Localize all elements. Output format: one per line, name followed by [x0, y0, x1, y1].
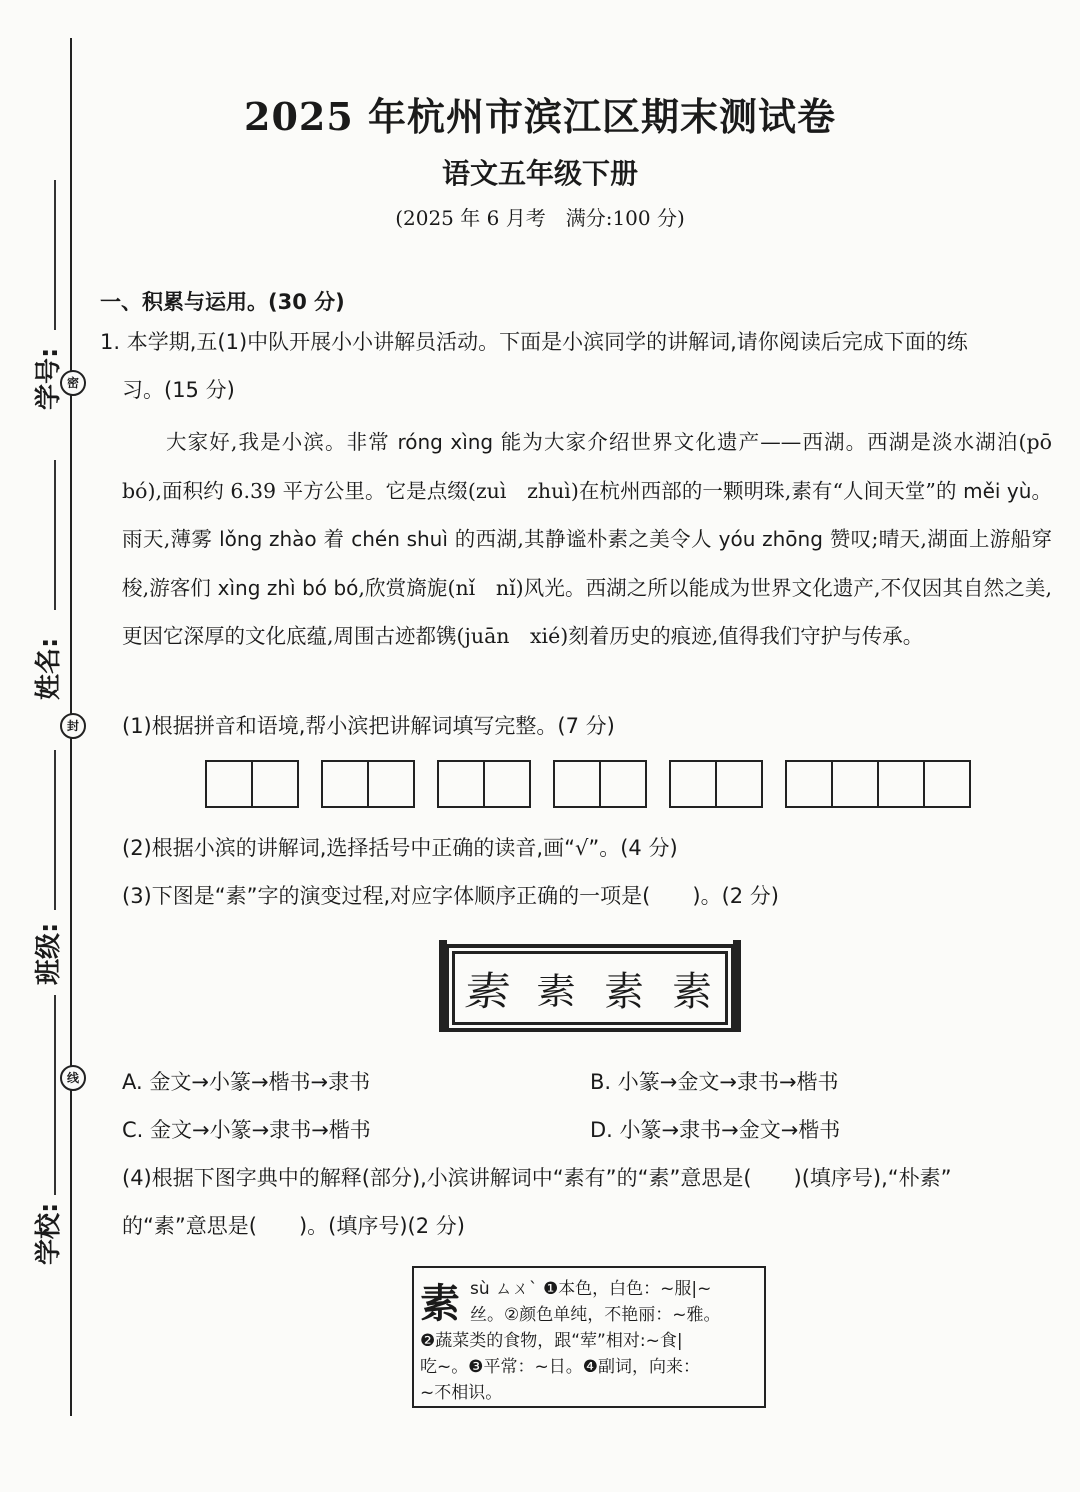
- name-blank[interactable]: [54, 460, 56, 610]
- answer-box-group-2[interactable]: [321, 760, 415, 808]
- answer-cell[interactable]: [671, 762, 717, 806]
- sub-question-4-line-2: 的“素”意思是( )。(填序号)(2 分): [122, 1214, 465, 1238]
- answer-cell[interactable]: [555, 762, 601, 806]
- answer-box-group-4[interactable]: [553, 760, 647, 808]
- seal-mark-1: 密: [60, 370, 86, 396]
- glyph-lishu: 素: [604, 968, 644, 1015]
- name-label: 姓名:: [34, 637, 64, 700]
- option-d[interactable]: D. 小篆→隶书→金文→楷书: [590, 1118, 841, 1142]
- student-id-label: 学号:: [34, 347, 64, 410]
- answer-box-group-1[interactable]: [205, 760, 299, 808]
- pinyin-6: xìng zhì bó bó: [217, 575, 359, 600]
- passage-text-2: 能为大家介绍世界文化遗产——西湖。西湖是淡水湖泊(pō bó),面积约 6.39 平方公里。它是点缀(zuì zhuì)在杭州西部的一颗明珠,素有“人间天堂”的: [122, 430, 1073, 503]
- answer-box-group-3[interactable]: [437, 760, 531, 808]
- answer-cell[interactable]: [787, 762, 833, 806]
- option-a[interactable]: A. 金文→小篆→楷书→隶书: [122, 1070, 371, 1094]
- school-label: 学校:: [34, 1202, 64, 1265]
- exam-subtitle: 语文五年级下册: [441, 157, 638, 190]
- passage-text-7: ,欣赏旖旎(nǐ nǐ)风光。西湖之所以能成为世界文化遗产,不仅因其自然之美,更因它深厚的文化底蕴,周围古迹都镌(juān xié)刻着历史的痕迹,值得我们守护与传承。: [122, 575, 1052, 648]
- answer-boxes: [205, 760, 971, 808]
- seal-mark-3: 线: [60, 1065, 86, 1091]
- passage-text-6: 赞叹;晴天,湖面上游船穿梭,游客们: [122, 527, 1052, 600]
- answer-cell[interactable]: [717, 762, 761, 806]
- sub-question-1: (1)根据拼音和语境,帮小滨把讲解词填写完整。(7 分): [122, 714, 615, 738]
- answer-cell[interactable]: [925, 762, 969, 806]
- glyph-kaishu: 素: [672, 968, 712, 1015]
- answer-cell[interactable]: [253, 762, 297, 806]
- pinyin-4: chén shuì: [351, 527, 448, 551]
- dictionary-line-1: sù ㄙㄨˋ ❶本色，白色：~服|~: [470, 1279, 712, 1299]
- class-blank[interactable]: [54, 750, 56, 910]
- pinyin-2: měi yù: [963, 478, 1032, 503]
- dictionary-line-5: ~不相识。: [420, 1383, 503, 1403]
- glyph-xiaozhuan: 素: [536, 970, 576, 1012]
- exam-note: (2025 年 6 月考 满分:100 分): [395, 206, 685, 230]
- class-label: 班级:: [34, 922, 64, 985]
- passage-text-1: 大家好,我是小滨。非常: [166, 430, 398, 454]
- dictionary-line-3: ❷蔬菜类的食物，跟“荤”相对:~食|: [420, 1331, 683, 1351]
- question-1-line-1: 1. 本学期,五(1)中队开展小小讲解员活动。下面是小滨同学的讲解词,请你阅读后完成下面的练: [100, 330, 968, 354]
- pinyin-3: lǒng zhào: [219, 527, 317, 551]
- passage: [122, 418, 1073, 661]
- dictionary-headword: 素: [420, 1281, 460, 1327]
- sub-question-4-line-1: (4)根据下图字典中的解释(部分),小滨讲解词中“素有”的“素”意思是( )(填序号),“朴素”: [122, 1166, 952, 1190]
- glyph-jinwen: 素: [461, 968, 514, 1015]
- answer-cell[interactable]: [833, 762, 879, 806]
- section-heading: 一、积累与运用。(30 分): [100, 290, 345, 314]
- answer-cell[interactable]: [207, 762, 253, 806]
- seal-mark-2: 封: [60, 713, 86, 739]
- option-b[interactable]: B. 小篆→金文→隶书→楷书: [590, 1070, 839, 1094]
- character-evolution-scroll: [445, 944, 735, 1032]
- pinyin-5: yóu zhōng: [718, 527, 823, 551]
- question-1-line-2: 习。(15 分): [122, 378, 235, 402]
- dictionary-line-4: 吃~。❸平常：~日。❹副词，向来：: [420, 1357, 700, 1377]
- exam-title: 2025 年杭州市滨江区期末测试卷: [244, 94, 836, 139]
- answer-box-group-5[interactable]: [669, 760, 763, 808]
- dictionary-line-2: 丝。②颜色单纯，不艳丽：~雅。: [470, 1305, 721, 1325]
- option-c[interactable]: C. 金文→小篆→隶书→楷书: [122, 1118, 371, 1142]
- passage-text-5: 的西湖,其静谧朴素之美令人: [447, 527, 719, 551]
- pinyin-1: róng xìng: [397, 430, 494, 454]
- passage-text-4: 着: [316, 527, 352, 551]
- sub-question-3: (3)下图是“素”字的演变过程,对应字体顺序正确的一项是( )。(2 分): [122, 884, 779, 908]
- answer-cell[interactable]: [601, 762, 645, 806]
- answer-cell[interactable]: [369, 762, 413, 806]
- passage-text-3: 。雨天,薄雾: [122, 478, 1053, 551]
- answer-cell[interactable]: [485, 762, 529, 806]
- sub-question-2: (2)根据小滨的讲解词,选择括号中正确的读音,画“√”。(4 分): [122, 836, 678, 860]
- answer-cell[interactable]: [879, 762, 925, 806]
- answer-box-group-6[interactable]: [785, 760, 971, 808]
- dictionary-entry: [412, 1266, 766, 1408]
- answer-cell[interactable]: [323, 762, 369, 806]
- answer-cell[interactable]: [439, 762, 485, 806]
- school-blank[interactable]: [54, 995, 56, 1195]
